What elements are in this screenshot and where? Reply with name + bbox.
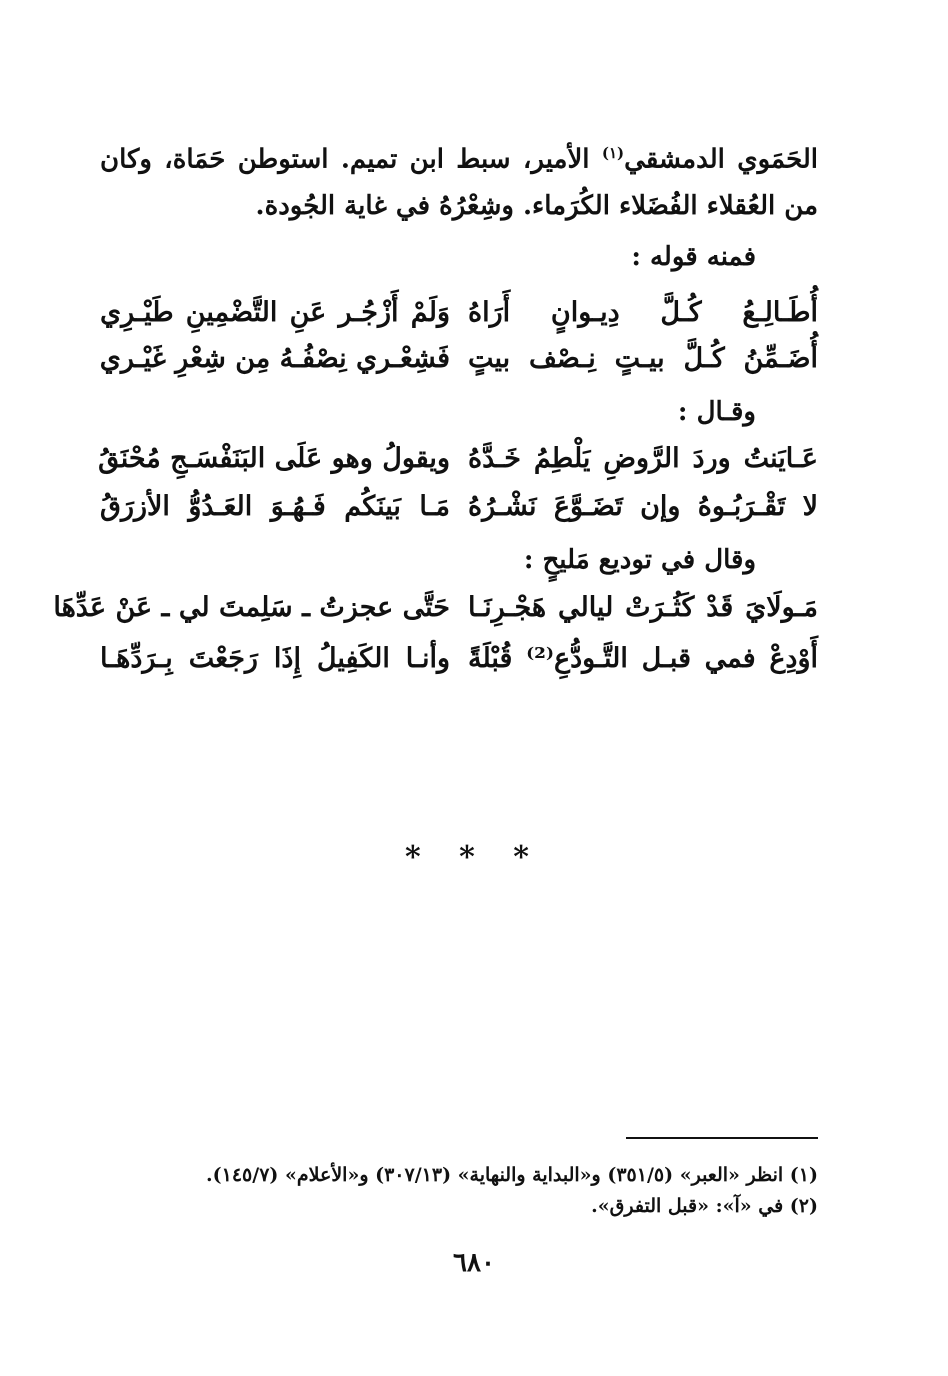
verse-line bbox=[100, 290, 818, 336]
verse-second-hemistich: حَتَّى عجزتُ ـ سَلِمتَ لي ـ عَنْ عَدِّهَا bbox=[53, 592, 450, 623]
verse-second-hemistich: فَشِعْـري نِصْفُـهُ مِن شِعْرِ غَيْـري bbox=[99, 343, 450, 374]
verse-line bbox=[100, 336, 818, 382]
verse-second-hemistich: وأنـا الكَفِيلُ إِذَا رَجَعْتَ بِـرَدِّهَـا bbox=[100, 643, 450, 674]
verse-first-hemistich: أُطَـالِـعُ كُـلَّ دِيـوانٍ أَرَاهُ bbox=[468, 297, 818, 328]
footnote-ref-1: (١) bbox=[601, 144, 625, 162]
section-separator: * * * bbox=[405, 840, 543, 875]
verse-first-hemistich: لا تَقْـرَبُـوهُ وإن تَضَـوَّعَ نَشْـرُهُ bbox=[468, 491, 818, 522]
poem-intro: وقـال : bbox=[677, 397, 756, 427]
paragraph-text-end: الأمير، سبط ابن تميم. استوطن حَمَاة، وكان من العُقلاء الفُضَلاء الكُرَماء. وشِعْرُهُ في غاية الجُودة. bbox=[100, 144, 818, 221]
verse-second-hemistich: وَلَمْ أَزْجُـر عَنِ التَّضْمِينِ طَيْـرِي bbox=[100, 297, 450, 328]
page-number: ٦٨٠ bbox=[453, 1248, 495, 1278]
poem-intro: فمنه قوله : bbox=[631, 242, 756, 272]
footnote-2: (٢) في «آ»: «قبل التفرق». bbox=[591, 1195, 818, 1217]
verse-second-hemistich: ويقولُ وهو عَلَى البَنَفْسَـجِ مُحْنَقُ bbox=[98, 443, 450, 474]
intro-paragraph bbox=[100, 130, 818, 229]
verse-line bbox=[100, 436, 818, 482]
footnote-rule bbox=[626, 1137, 818, 1139]
verse-first-hemistich: مَـولَايَ قَدْ كَثُـرَتْ ليالي هَجْـرِنَـا bbox=[468, 592, 818, 623]
verse-line bbox=[100, 484, 818, 530]
footnote-1: (١) انظر «العبر» (٣٥١/٥) و«البداية والنهاية» (٣٠٧/١٣) و«الأعلام» (١٤٥/٧). bbox=[206, 1164, 818, 1186]
verse-second-hemistich: مَـا بَينَكُم فَـهُـوَ العَـدُوُّ الأزرَقُ bbox=[100, 491, 450, 522]
poem-intro: وقال في توديع مَليحٍ : bbox=[523, 545, 756, 575]
verse-line bbox=[100, 636, 818, 682]
verse-first-hemistich: عَـايَنتُ وردَ الرَّوضِ يَلْطِمُ خَـدَّهُ bbox=[468, 443, 818, 474]
verse-first-hemistich: أُضَـمِّنُ كُـلَّ بيـتٍ نِـصْف بيتٍ bbox=[468, 343, 818, 374]
paragraph-text-start: الحَمَوي الدمشقي bbox=[624, 144, 818, 175]
verse-line bbox=[53, 585, 818, 631]
footnotes bbox=[100, 1160, 818, 1222]
verse-first-hemistich: أَوْدِعْ فمي قبـل التَّـودُّعِ⁽²⁾ قُبْلَةً bbox=[468, 643, 818, 674]
